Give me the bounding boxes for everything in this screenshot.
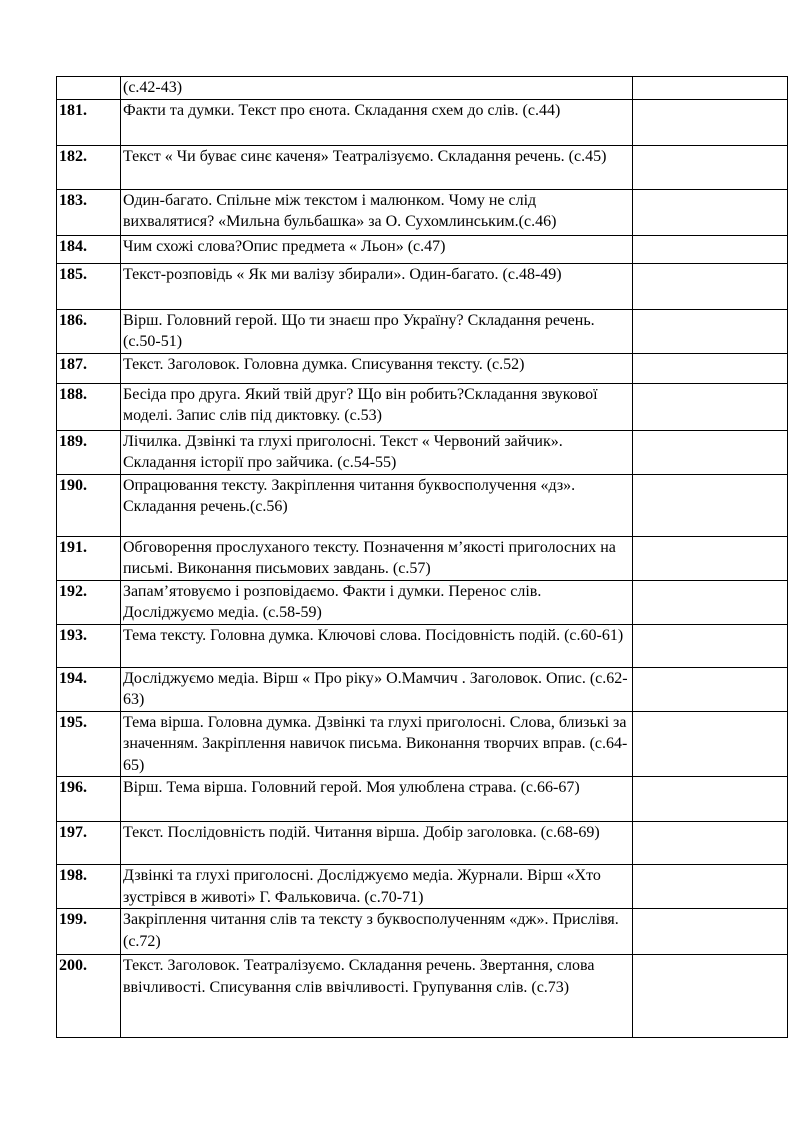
lesson-note-cell — [633, 711, 788, 777]
lesson-note-cell — [633, 99, 788, 145]
table-row — [57, 430, 788, 474]
table-row — [57, 263, 788, 309]
table-row — [57, 235, 788, 263]
table-row — [57, 711, 788, 777]
lesson-number: 188. — [57, 383, 121, 430]
lesson-number: 183. — [57, 189, 121, 235]
table-row — [57, 822, 788, 865]
lesson-topic: Текст-розповідь « Як ми валізу збирали». Один-багато. (с.48-49) — [121, 263, 633, 309]
lesson-topic: Вірш. Головний герой. Що ти знаєш про Україну? Складання речень. (с.50-51) — [121, 309, 633, 353]
table-row — [57, 865, 788, 909]
lesson-number: 198. — [57, 865, 121, 909]
table-row — [57, 383, 788, 430]
lesson-topic: Обговорення прослуханого тексту. Позначення м’якості приголосних на письмі. Виконання письмових завдань. (с.57) — [121, 536, 633, 580]
lesson-note-cell — [633, 263, 788, 309]
table-row — [57, 777, 788, 822]
lesson-note-cell — [633, 353, 788, 383]
lesson-topic: Опрацювання тексту. Закріплення читання буквосполучення «дз». Складання речень.(с.56) — [121, 474, 633, 536]
table-row — [57, 580, 788, 624]
lesson-topic: Досліджуємо медіа. Вірш « Про ріку» О.Мамчич . Заголовок. Опис. (с.62-63) — [121, 667, 633, 711]
lesson-note-cell — [633, 145, 788, 189]
lesson-note-cell — [633, 777, 788, 822]
lesson-topic: Вірш. Тема вірша. Головний герой. Моя улюблена страва. (с.66-67) — [121, 777, 633, 822]
lesson-topic: Один-багато. Спільне між текстом і малюнком. Чому не слід вихвалятися? «Мильна бульбашка» за О. Сухомлинським.(с.46) — [121, 189, 633, 235]
lesson-note-cell — [633, 474, 788, 536]
lesson-note-cell — [633, 667, 788, 711]
lesson-note-cell — [633, 580, 788, 624]
table-row — [57, 667, 788, 711]
lesson-number: 196. — [57, 777, 121, 822]
table-row — [57, 77, 788, 100]
lesson-topic: Бесіда про друга. Який твій друг? Що він робить?Складання звукової моделі. Запис слів під диктовку. (с.53) — [121, 383, 633, 430]
table-row — [57, 189, 788, 235]
lesson-topic: Дзвінкі та глухі приголосні. Досліджуємо медіа. Журнали. Вірш «Хто зустрівся в животі» Г. Фальковича. (с.70-71) — [121, 865, 633, 909]
lesson-note-cell — [633, 77, 788, 100]
table-row — [57, 474, 788, 536]
lesson-topic: Лічилка. Дзвінкі та глухі приголосні. Текст « Червоний зайчик». Складання історії про зайчика. (с.54-55) — [121, 430, 633, 474]
lesson-topic: Текст « Чи буває синє каченя» Театралізуємо. Складання речень. (с.45) — [121, 145, 633, 189]
lesson-number: 190. — [57, 474, 121, 536]
lesson-note-cell — [633, 309, 788, 353]
lesson-number: 189. — [57, 430, 121, 474]
lesson-number: 182. — [57, 145, 121, 189]
lesson-number: 184. — [57, 235, 121, 263]
lesson-number: 191. — [57, 536, 121, 580]
lesson-note-cell — [633, 909, 788, 955]
lesson-note-cell — [633, 536, 788, 580]
lesson-topic: Запам’ятовуємо і розповідаємо. Факти і думки. Перенос слів. Досліджуємо медіа. (с.58-59) — [121, 580, 633, 624]
table-row — [57, 99, 788, 145]
lesson-note-cell — [633, 430, 788, 474]
lesson-note-cell — [633, 955, 788, 1038]
lesson-number: 186. — [57, 309, 121, 353]
lesson-topic: Текст. Заголовок. Театралізуємо. Складання речень. Звертання, слова ввічливості. Списування слів ввічливості. Групування слів. (с.73) — [121, 955, 633, 1038]
table-row — [57, 955, 788, 1038]
lesson-note-cell — [633, 624, 788, 667]
table-row — [57, 624, 788, 667]
lesson-topic: Тема тексту. Головна думка. Ключові слова. Посідовність подій. (с.60-61) — [121, 624, 633, 667]
lesson-note-cell — [633, 822, 788, 865]
lesson-topic: Тема вірша. Головна думка. Дзвінкі та глухі приголосні. Слова, близькі за значенням. Закріплення навичок письма. Виконання творчих вправ. (с.64-65) — [121, 711, 633, 777]
table-row — [57, 909, 788, 955]
lesson-topic: Текст. Послідовність подій. Читання вірша. Добір заголовка. (с.68-69) — [121, 822, 633, 865]
lesson-number: 195. — [57, 711, 121, 777]
lesson-number: 185. — [57, 263, 121, 309]
lesson-number: 193. — [57, 624, 121, 667]
lesson-number — [57, 77, 121, 100]
lesson-plan-table — [56, 76, 788, 1038]
lesson-number: 199. — [57, 909, 121, 955]
table-row — [57, 353, 788, 383]
lesson-topic: Текст. Заголовок. Головна думка. Списування тексту. (с.52) — [121, 353, 633, 383]
lesson-number: 194. — [57, 667, 121, 711]
lesson-number: 181. — [57, 99, 121, 145]
table-row — [57, 145, 788, 189]
table-row — [57, 309, 788, 353]
lesson-number: 197. — [57, 822, 121, 865]
lesson-topic: Факти та думки. Текст про єнота. Складання схем до слів. (с.44) — [121, 99, 633, 145]
lesson-number: 192. — [57, 580, 121, 624]
lesson-topic: Чим схожі слова?Опис предмета « Льон» (с.47) — [121, 235, 633, 263]
lesson-topic: Закріплення читання слів та тексту з буквосполученням «дж». Прислівя. (с.72) — [121, 909, 633, 955]
lesson-note-cell — [633, 383, 788, 430]
lesson-note-cell — [633, 189, 788, 235]
lesson-note-cell — [633, 235, 788, 263]
lesson-note-cell — [633, 865, 788, 909]
lesson-topic: (с.42-43) — [121, 77, 633, 100]
lesson-number: 187. — [57, 353, 121, 383]
table-row — [57, 536, 788, 580]
lesson-number: 200. — [57, 955, 121, 1038]
